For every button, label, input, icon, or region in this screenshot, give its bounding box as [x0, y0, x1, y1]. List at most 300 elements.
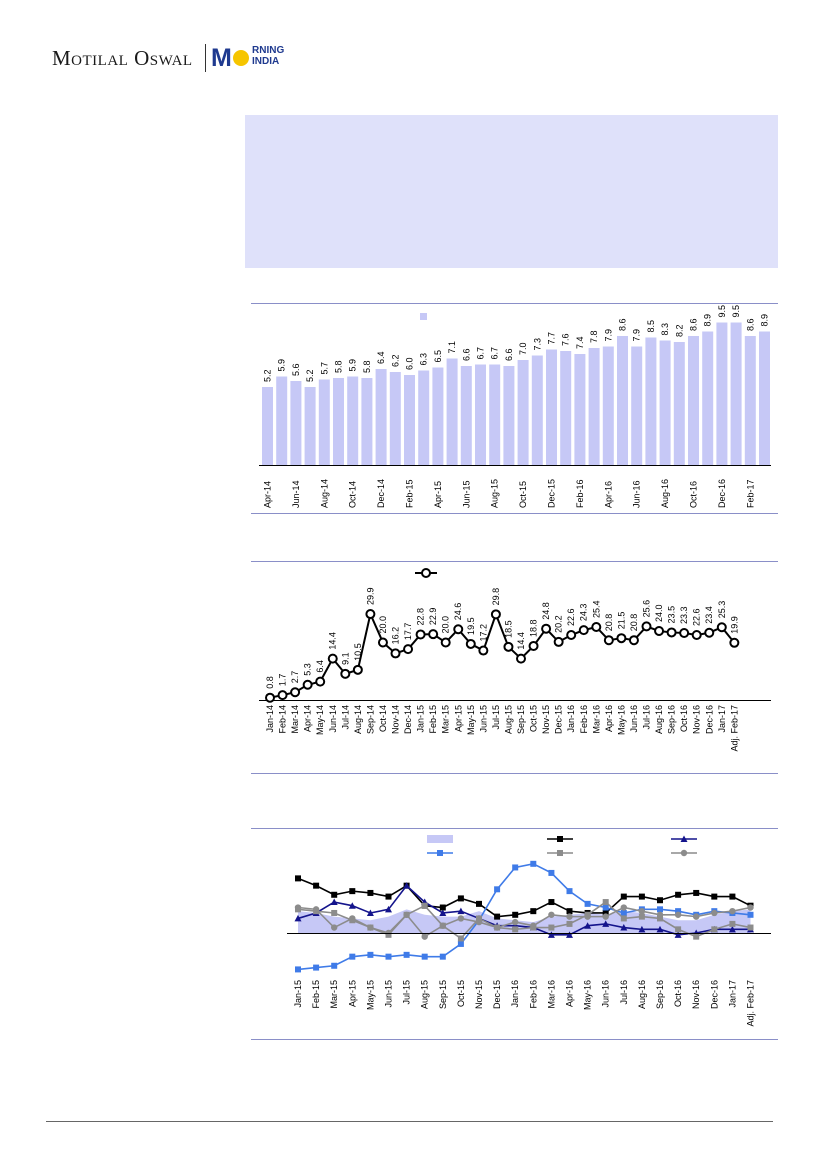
data-point-grey-square [748, 925, 754, 931]
data-label: 7.8 [589, 330, 600, 343]
tick-label: Sep-16 [666, 705, 677, 735]
data-point-grey-circle [349, 915, 355, 921]
tick-label: Aug-14 [319, 478, 330, 508]
tick-label: Apr-15 [432, 480, 443, 508]
data-point-blue [367, 952, 373, 958]
data-label: 5.9 [347, 358, 358, 372]
data-label: 7.4 [574, 336, 585, 349]
data-label: 5.3 [302, 663, 313, 676]
tick-label: Jan-17 [727, 980, 738, 1008]
tick-label: Oct-15 [528, 705, 539, 733]
tick-label: Adj. Feb-17 [729, 705, 740, 752]
brand-mark-india: INDIA [252, 56, 280, 67]
data-point [555, 638, 563, 646]
data-label: 20.8 [628, 613, 639, 632]
data-point-grey-circle [548, 912, 554, 918]
tick-label: Apr-16 [603, 480, 614, 508]
tick-label: Nov-14 [390, 705, 401, 735]
data-point-grey-square [729, 921, 735, 927]
data-label: 24.6 [453, 602, 464, 621]
data-label: 8.2 [674, 324, 685, 337]
data-point-black [512, 912, 518, 918]
data-label: 6.2 [390, 354, 401, 367]
data-label: 14.4 [327, 632, 338, 650]
data-label: 14.4 [516, 632, 526, 650]
data-point-grey-circle [639, 908, 645, 914]
data-point [630, 636, 638, 644]
data-point-grey-square [331, 910, 337, 916]
data-point [542, 625, 550, 633]
tick-label: May-15 [465, 705, 476, 736]
data-point-black [458, 895, 464, 901]
bar [361, 378, 372, 465]
data-label: 22.9 [428, 607, 439, 626]
data-label: 8.9 [759, 313, 770, 327]
bar [688, 336, 699, 465]
legend-swatch [427, 835, 453, 843]
data-label: 6.7 [475, 346, 486, 360]
data-label: 7.6 [560, 333, 571, 346]
tick-label: Jul-16 [618, 980, 629, 1005]
data-point [718, 623, 726, 631]
data-point [693, 631, 701, 639]
data-point [316, 678, 324, 686]
data-point-blue [603, 905, 609, 911]
data-point-blue [494, 886, 500, 892]
tick-label: Oct-15 [518, 480, 529, 508]
bar [589, 348, 600, 465]
data-point-grey-circle [403, 912, 409, 918]
bar [276, 377, 287, 466]
data-point-black [693, 890, 699, 896]
data-point-grey-circle [458, 915, 464, 921]
tick-label: Mar-16 [546, 980, 557, 1009]
data-point-blue [422, 954, 428, 960]
bar [404, 375, 415, 465]
tick-label: Aug-16 [660, 478, 671, 508]
bar [290, 381, 301, 465]
tick-label: Oct-16 [688, 480, 699, 508]
data-point-grey-square [458, 935, 464, 941]
tick-label: Jan-15 [415, 705, 426, 733]
data-point-blue [458, 941, 464, 947]
tick-label: May-15 [365, 980, 376, 1011]
data-label: 22.6 [566, 608, 577, 627]
data-label: 17.7 [403, 622, 414, 641]
data-label: 7.9 [631, 328, 642, 342]
bar [262, 387, 273, 465]
tick-label: Sep-15 [516, 705, 526, 735]
data-label: 6.5 [432, 349, 443, 363]
bar [305, 387, 316, 465]
multi-line-chart [251, 829, 778, 1039]
tick-label: Mar-14 [290, 705, 301, 734]
tick-label: Apr-14 [262, 480, 273, 508]
data-label: 20.2 [553, 615, 564, 633]
data-point [329, 655, 337, 663]
data-point [592, 623, 600, 631]
bar [390, 372, 401, 465]
data-label: 6.7 [489, 346, 500, 360]
data-point-grey-circle [512, 919, 518, 925]
brand-mark-sun-icon [233, 50, 249, 66]
data-point-grey-square [711, 926, 717, 932]
bar [432, 368, 443, 466]
data-point-black [711, 894, 717, 900]
data-point-blue [621, 910, 627, 916]
data-label: 7.9 [603, 328, 614, 342]
data-point [341, 670, 349, 678]
bar [475, 365, 486, 466]
legend-marker [557, 850, 563, 856]
data-label: 6.6 [503, 348, 514, 361]
data-point-grey-circle [494, 924, 500, 930]
data-point-grey-circle [747, 904, 753, 910]
data-point-grey-circle [603, 913, 609, 919]
data-label: 1.7 [277, 673, 288, 687]
data-point [705, 629, 713, 637]
data-point [454, 625, 462, 633]
data-point-black [331, 892, 337, 898]
data-label: 6.3 [418, 352, 429, 366]
data-point-blue [295, 966, 301, 972]
data-label: 8.6 [617, 318, 628, 331]
data-label: 18.8 [528, 619, 539, 637]
data-point-blue [748, 912, 754, 918]
tick-label: Apr-15 [453, 705, 464, 733]
tick-label: Jun-14 [327, 705, 338, 733]
bar [631, 347, 642, 466]
data-point-black [548, 899, 554, 905]
data-point-blue [530, 861, 536, 867]
bar [603, 347, 614, 466]
tick-label: Nov-15 [541, 705, 552, 735]
data-point-black [494, 914, 500, 920]
data-point-grey-circle [675, 912, 681, 918]
brand-separator [205, 44, 206, 72]
legend-marker [422, 569, 430, 577]
data-point-grey-circle [476, 919, 482, 925]
data-point [266, 694, 274, 702]
bar [532, 356, 543, 466]
data-point-grey-circle [566, 913, 572, 919]
data-label: 7.3 [532, 337, 543, 351]
tick-label: Dec-15 [492, 980, 503, 1010]
tick-label: Aug-15 [503, 705, 514, 735]
data-point [392, 649, 400, 657]
tick-label: Aug-16 [654, 705, 665, 735]
tick-label: Jan-16 [510, 980, 521, 1008]
tick-label: Sep-15 [437, 980, 448, 1010]
tick-label: Feb-16 [578, 705, 589, 734]
data-point [467, 640, 475, 648]
tick-label: Jun-16 [600, 980, 611, 1008]
data-label: 8.6 [745, 318, 756, 331]
data-point-grey-circle [729, 908, 735, 914]
data-point [366, 610, 374, 618]
data-point-blue [657, 906, 663, 912]
data-label: 24.0 [654, 604, 665, 622]
tick-label: Nov-16 [691, 705, 702, 735]
bar [617, 336, 628, 465]
data-point-black [367, 890, 373, 896]
tick-label: Dec-16 [709, 980, 720, 1010]
data-point-black [675, 892, 681, 898]
tick-label: Feb-16 [574, 479, 585, 508]
bar [447, 359, 458, 466]
legend-marker [437, 850, 443, 856]
data-label: 5.7 [319, 361, 330, 375]
data-label: 25.3 [716, 600, 727, 619]
data-point-grey-circle [657, 912, 663, 918]
data-point-grey-circle [367, 924, 373, 930]
data-point [655, 627, 663, 635]
data-label: 6.4 [315, 660, 326, 673]
legend-swatch [420, 313, 427, 320]
data-label: 5.2 [305, 369, 316, 382]
data-point-blue [548, 870, 554, 876]
chart3-bottom-rule [251, 1039, 778, 1040]
data-point-blue [585, 901, 591, 907]
data-label: 7.7 [546, 331, 557, 345]
data-label: 7.1 [447, 340, 458, 354]
data-point-black [729, 894, 735, 900]
data-label: 8.9 [702, 313, 713, 327]
data-point [304, 681, 312, 689]
data-point-grey-circle [530, 923, 536, 929]
data-label: 8.5 [645, 319, 656, 333]
tick-label: Aug-16 [636, 980, 647, 1010]
tick-label: Jun-16 [631, 480, 642, 508]
bar [518, 360, 529, 465]
bar [418, 371, 429, 466]
data-point-grey-square [422, 903, 428, 909]
data-label: 25.4 [591, 600, 602, 618]
data-point-blue [349, 954, 355, 960]
tick-label: Dec-16 [716, 478, 727, 508]
data-point-grey-square [639, 914, 645, 920]
tick-label: Jun-16 [628, 705, 639, 733]
tick-label: Apr-14 [302, 705, 313, 733]
bar [702, 332, 713, 466]
bar [759, 332, 770, 466]
bar [745, 336, 756, 465]
data-point [379, 639, 387, 647]
data-point-grey-circle [440, 923, 446, 929]
tick-label: Jan-16 [566, 705, 577, 733]
data-point-blue [386, 954, 392, 960]
bar [560, 351, 571, 465]
data-label: 21.5 [616, 611, 627, 630]
data-point-blue [313, 965, 319, 971]
tick-label: Oct-16 [679, 705, 690, 733]
data-point-grey-circle [693, 913, 699, 919]
data-label: 7.0 [518, 342, 529, 355]
data-point-blue [567, 888, 573, 894]
data-label: 9.5 [716, 304, 727, 318]
data-label: 6.0 [404, 357, 415, 370]
tick-label: Apr-16 [564, 980, 575, 1008]
data-label: 20.8 [603, 613, 614, 632]
data-point [617, 634, 625, 642]
data-point-blue [331, 963, 337, 969]
tick-label: Jun-15 [383, 980, 394, 1008]
data-label: 9.1 [340, 652, 351, 665]
tick-label: Dec-14 [403, 705, 414, 735]
bar [319, 380, 330, 466]
data-point-grey-circle [331, 924, 337, 930]
bar [731, 323, 742, 466]
data-label: 23.4 [704, 606, 715, 624]
tick-label: Jul-16 [641, 705, 652, 730]
tick-label: Feb-15 [311, 980, 322, 1009]
data-point [279, 691, 287, 699]
tick-label: Feb-17 [745, 479, 756, 508]
data-point [429, 630, 437, 638]
data-label: 20.0 [440, 615, 451, 634]
brand-mark-letter: M [211, 44, 232, 72]
chart1-bottom-rule [251, 513, 778, 514]
data-label: 5.8 [361, 360, 372, 373]
tick-label: Dec-14 [376, 478, 387, 508]
data-label: 5.8 [333, 360, 344, 373]
tick-label: Oct-15 [455, 980, 466, 1008]
series-line-blue [298, 864, 751, 970]
tick-label: Dec-15 [553, 705, 564, 735]
bar [574, 354, 585, 465]
summary-box [245, 115, 778, 268]
tick-label: Sep-16 [655, 980, 665, 1010]
data-label: 2.7 [290, 670, 301, 684]
data-point-black [386, 894, 392, 900]
data-label: 22.6 [691, 608, 702, 627]
data-point [567, 631, 575, 639]
data-label: 19.9 [729, 616, 740, 634]
tick-label: Jul-14 [340, 705, 351, 730]
bar [461, 366, 472, 465]
data-point-grey-square [693, 934, 699, 940]
brand-name: Motilal Oswal [52, 46, 193, 70]
data-label: 24.3 [578, 603, 589, 622]
data-point-blue [440, 954, 446, 960]
data-point-grey-circle [711, 910, 717, 916]
data-point [680, 629, 688, 637]
brand-logo [52, 44, 312, 74]
brand-mark-rning: RNING [252, 45, 285, 56]
data-label: 10.5 [352, 643, 363, 661]
data-point-black [657, 897, 663, 903]
data-label: 25.6 [641, 599, 652, 618]
data-label: 20.0 [377, 615, 388, 634]
data-label: 23.3 [679, 606, 690, 625]
data-point [668, 628, 676, 636]
tick-label: Nov-16 [691, 980, 702, 1010]
data-point-grey-square [621, 915, 627, 921]
data-label: 22.8 [415, 607, 426, 626]
data-label: 6.6 [461, 348, 472, 361]
data-point [442, 639, 450, 647]
tick-label: Dec-15 [546, 478, 557, 508]
data-point [643, 622, 651, 630]
data-label: 29.9 [365, 587, 376, 606]
data-point-grey-square [512, 926, 518, 932]
data-point [580, 626, 588, 634]
tick-label: Oct-14 [347, 480, 358, 508]
tick-label: Feb-15 [428, 705, 439, 734]
tick-label: Adj. Feb-17 [745, 980, 756, 1027]
data-label: 17.2 [478, 624, 489, 642]
data-point-black [639, 894, 645, 900]
data-point-grey-square [603, 899, 609, 905]
tick-label: Oct-14 [377, 705, 388, 733]
tick-label: Aug-15 [489, 478, 500, 508]
data-point [404, 645, 412, 653]
bar [660, 341, 671, 466]
data-point-black [567, 908, 573, 914]
data-point [517, 655, 525, 663]
tick-label: Feb-15 [404, 479, 415, 508]
bar [674, 342, 685, 465]
tick-label: Jul-15 [401, 980, 412, 1005]
tick-label: Feb-16 [528, 980, 539, 1009]
tick-label: Aug-14 [352, 705, 363, 735]
tick-label: Apr-15 [347, 980, 358, 1008]
data-point [417, 630, 425, 638]
data-point-grey-square [675, 926, 681, 932]
data-label: 5.2 [262, 369, 273, 382]
data-label: 9.5 [731, 304, 742, 318]
footer-rule [46, 1121, 773, 1122]
data-point [730, 639, 738, 647]
data-point-grey-square [548, 925, 554, 931]
data-point [504, 643, 512, 651]
data-point [492, 610, 500, 618]
tick-label: Aug-15 [419, 980, 430, 1010]
data-point-grey-circle [422, 933, 428, 939]
tick-label: Mar-16 [591, 705, 602, 734]
data-point-grey-circle [584, 913, 590, 919]
tick-label: Sep-14 [365, 705, 376, 735]
tick-label: Nov-15 [474, 980, 484, 1010]
data-point [605, 636, 613, 644]
bar [489, 365, 500, 466]
line-chart [251, 562, 778, 772]
bar [546, 350, 557, 466]
data-point-grey-circle [313, 906, 319, 912]
data-point [530, 642, 538, 650]
data-point-grey-square [567, 921, 573, 927]
tick-label: Jun-14 [290, 480, 301, 508]
data-label: 8.6 [688, 318, 699, 331]
tick-label: Dec-16 [704, 705, 715, 735]
data-label: 8.3 [660, 322, 671, 336]
data-point-grey-circle [621, 904, 627, 910]
legend-marker [557, 836, 563, 842]
tick-label: May-16 [616, 705, 627, 736]
tick-label: Mar-15 [329, 980, 340, 1009]
data-point-black [313, 883, 319, 889]
data-point-black [295, 875, 301, 881]
data-label: 5.9 [276, 358, 287, 372]
data-label: 6.4 [376, 351, 387, 364]
legend-marker [681, 850, 687, 856]
data-point-black [530, 908, 536, 914]
tick-label: Jan-15 [293, 980, 303, 1008]
bar [503, 366, 514, 465]
data-point-grey-circle [295, 904, 301, 910]
data-label: 24.8 [541, 602, 552, 620]
data-point [291, 688, 299, 696]
